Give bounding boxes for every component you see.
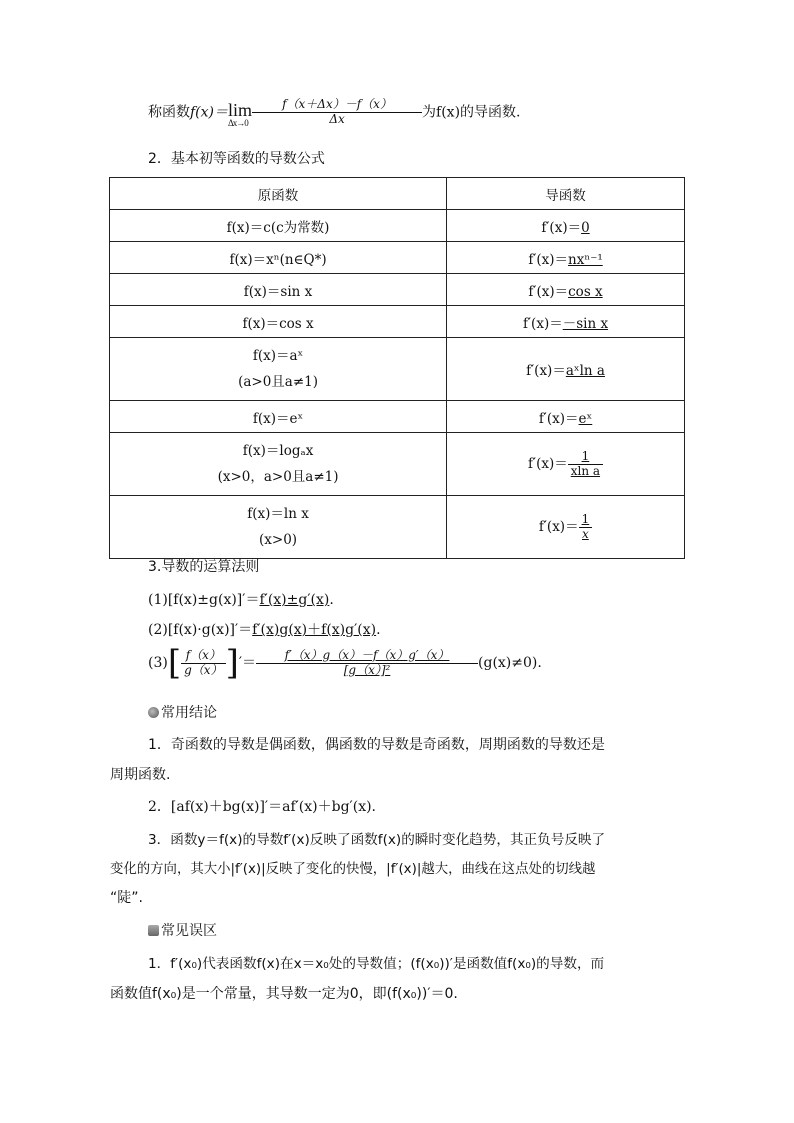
section3-title: 3.导数的运算法则 bbox=[148, 559, 260, 575]
difference-quotient-denominator: Δx bbox=[329, 111, 345, 126]
rule-product: (2)[f(x)·g(x)]′＝f′(x)g(x)＋f(x)g′(x). bbox=[148, 622, 381, 638]
original-function: f(x)＝logₐx (x>0，a>0且a≠1) bbox=[110, 433, 447, 496]
conclusion-item-3-line-3: “陡”. bbox=[110, 890, 143, 906]
rule-quotient: (3)[ $\frac{f(x)}{g(x)}$ ]′＝ $\frac{f'(x)g(x)-f(x)g'(x)}{\text{[g（x）]²}}$ (g(x)≠0). bbox=[148, 643, 542, 683]
limit-symbol: lim Δx→0 bbox=[228, 100, 253, 129]
error-item-1-line-1: 1．f′(x₀)代表函数f(x)在x＝x₀处的导数值；(f(x₀))′是函数值f(x₀)的导数，而 bbox=[148, 956, 605, 972]
table-header-original: 原函数 bbox=[110, 178, 447, 210]
table-row bbox=[110, 242, 685, 274]
section2-title: 2．基本初等函数的导数公式 bbox=[148, 151, 325, 167]
rule-product-answer: f′(x)g(x)＋f(x)g′(x) bbox=[252, 622, 377, 638]
intro-fx: f(x)＝ bbox=[190, 104, 229, 121]
table-header-derivative: 导函数 bbox=[447, 178, 685, 210]
derivative-function: f′(x)＝ $\frac{1}{\text{xln a}}$ bbox=[447, 433, 685, 496]
intro-suffix: 为f(x)的导函数. bbox=[422, 104, 521, 121]
derivative-function: f′(x)＝－sin x bbox=[447, 306, 685, 338]
table-row bbox=[110, 338, 685, 401]
table-row bbox=[110, 274, 685, 306]
table-row bbox=[110, 401, 685, 433]
limit-subscript: Δx→0 bbox=[228, 118, 248, 129]
rule-sum-answer: f′(x)±g′(x) bbox=[259, 592, 330, 608]
conclusion-item-2: 2．[af(x)＋bg(x)]′＝af′(x)＋bg′(x). bbox=[148, 799, 376, 815]
conclusion-item-3-line-2: 变化的方向，其大小|f′(x)|反映了变化的快慢，|f′(x)|越大，曲线在这点处的切线越 bbox=[110, 862, 596, 877]
conclusion-badge-icon bbox=[148, 707, 159, 718]
errors-heading: 常见误区 bbox=[148, 920, 217, 940]
original-function: f(x)＝xⁿ(n∈Q*) bbox=[110, 242, 447, 274]
derivative-function: f′(x)＝eˣ bbox=[447, 401, 685, 433]
original-function: f(x)＝ln x (x>0) bbox=[110, 496, 447, 559]
conclusion-item-1-line-1: 1．奇函数的导数是偶函数，偶函数的导数是奇函数，周期函数的导数还是 bbox=[148, 737, 605, 753]
derivative-function: f′(x)＝cos x bbox=[447, 274, 685, 306]
difference-quotient-numerator: f（x＋Δx）－f（x） bbox=[252, 98, 422, 113]
error-item-1-line-2: 函数值f(x₀)是一个常量，其导数一定为0，即(f(x₀))′＝0. bbox=[110, 986, 458, 1002]
original-function: f(x)＝aˣ (a>0且a≠1) bbox=[110, 338, 447, 401]
original-function: f(x)＝cos x bbox=[110, 306, 447, 338]
rule-quotient-denominator: [g（x）]² bbox=[343, 662, 391, 677]
derivative-function: f′(x)＝0 bbox=[447, 210, 685, 242]
table-row bbox=[110, 496, 685, 559]
conclusion-item-3-line-1: 3．函数y＝f(x)的导数f′(x)反映了函数f(x)的瞬时变化趋势，其正负号反映了 bbox=[148, 832, 606, 848]
original-function: f(x)＝eˣ bbox=[110, 401, 447, 433]
rule-quotient-numerator: f′（x）g（x）－f（x）g′（x） bbox=[256, 649, 478, 664]
table-row bbox=[110, 306, 685, 338]
original-function: f(x)＝sin x bbox=[110, 274, 447, 306]
derivative-function: f′(x)＝aˣln a bbox=[447, 338, 685, 401]
derivative-function: f′(x)＝ $\frac{1}{x}$ bbox=[447, 496, 685, 559]
error-badge-icon bbox=[148, 925, 159, 936]
derivative-definition bbox=[148, 98, 520, 127]
derivative-formula-table bbox=[109, 177, 685, 559]
original-function: f(x)＝c(c为常数) bbox=[110, 210, 447, 242]
table-row bbox=[110, 433, 685, 496]
derivative-function: f′(x)＝nxⁿ⁻¹ bbox=[447, 242, 685, 274]
rule-sum: (1)[f(x)±g(x)]′＝f′(x)±g′(x). bbox=[148, 592, 334, 608]
table-row bbox=[110, 210, 685, 242]
difference-quotient bbox=[252, 98, 422, 127]
intro-prefix: 称函数 bbox=[148, 104, 190, 121]
conclusions-heading: 常用结论 bbox=[148, 702, 217, 722]
conclusion-item-1-line-2: 周期函数. bbox=[110, 767, 171, 783]
